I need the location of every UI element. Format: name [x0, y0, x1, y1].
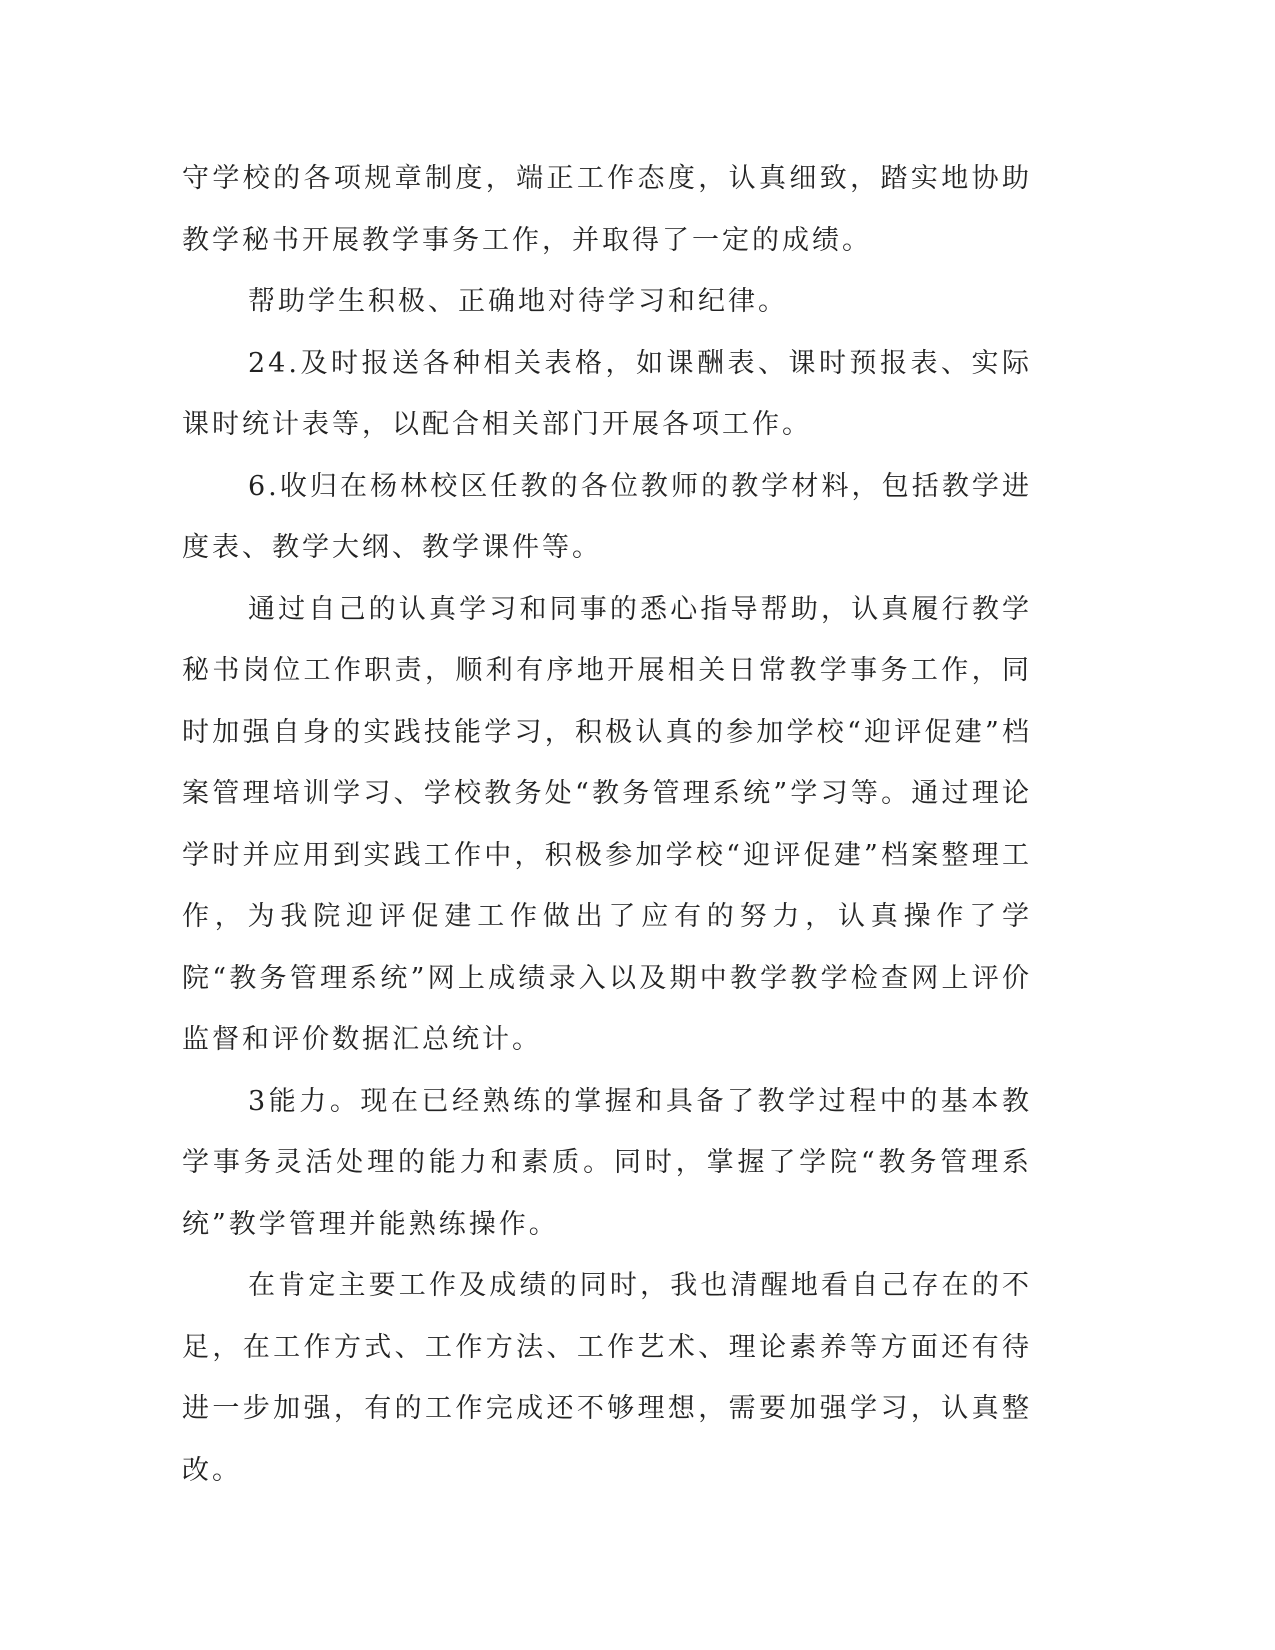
- paragraph-study-and-practice: 通过自己的认真学习和同事的悉心指导帮助，认真履行教学秘书岗位工作职责，顺利有序地开展相关日常教学事务工作，同时加强自身的实践技能学习，积极认真的参加学校“迎评促建”档案管理培训学习、学校教务处“教务管理系统”学习等。通过理论学时并应用到实践工作中，积极参加学校“迎评促建”档案整理工作，为我院迎评促建工作做出了应有的努力，认真操作了学院“教务管理系统”网上成绩录入以及期中教学教学检查网上评价监督和评价数据汇总统计。: [182, 593, 1032, 1055]
- paragraph-help-students: 帮助学生积极、正确地对待学习和纪律。: [248, 286, 788, 317]
- paragraph-shortcomings: 在肯定主要工作及成绩的同时，我也清醒地看自己存在的不足，在工作方式、工作方法、工作艺术、理论素养等方面还有待进一步加强，有的工作完成还不够理想，需要加强学习，认真整改。: [182, 1270, 1032, 1486]
- paragraph-teaching-materials: 6.收归在杨林校区任教的各位教师的教学材料，包括教学进度表、教学大纲、教学课件等。: [182, 470, 1032, 563]
- document-page: [182, 148, 1032, 1501]
- paragraph-continuation: 守学校的各项规章制度，端正工作态度，认真细致，踏实地协助教学秘书开展教学事务工作，并取得了一定的成绩。: [182, 163, 1032, 256]
- paragraph-ability: 3能力。现在已经熟练的掌握和具备了教学过程中的基本教学事务灵活处理的能力和素质。同时，掌握了学院“教务管理系统”教学管理并能熟练操作。: [182, 1085, 1032, 1240]
- paragraph-forms-report: 24.及时报送各种相关表格，如课酬表、课时预报表、实际课时统计表等，以配合相关部门开展各项工作。: [182, 347, 1032, 440]
